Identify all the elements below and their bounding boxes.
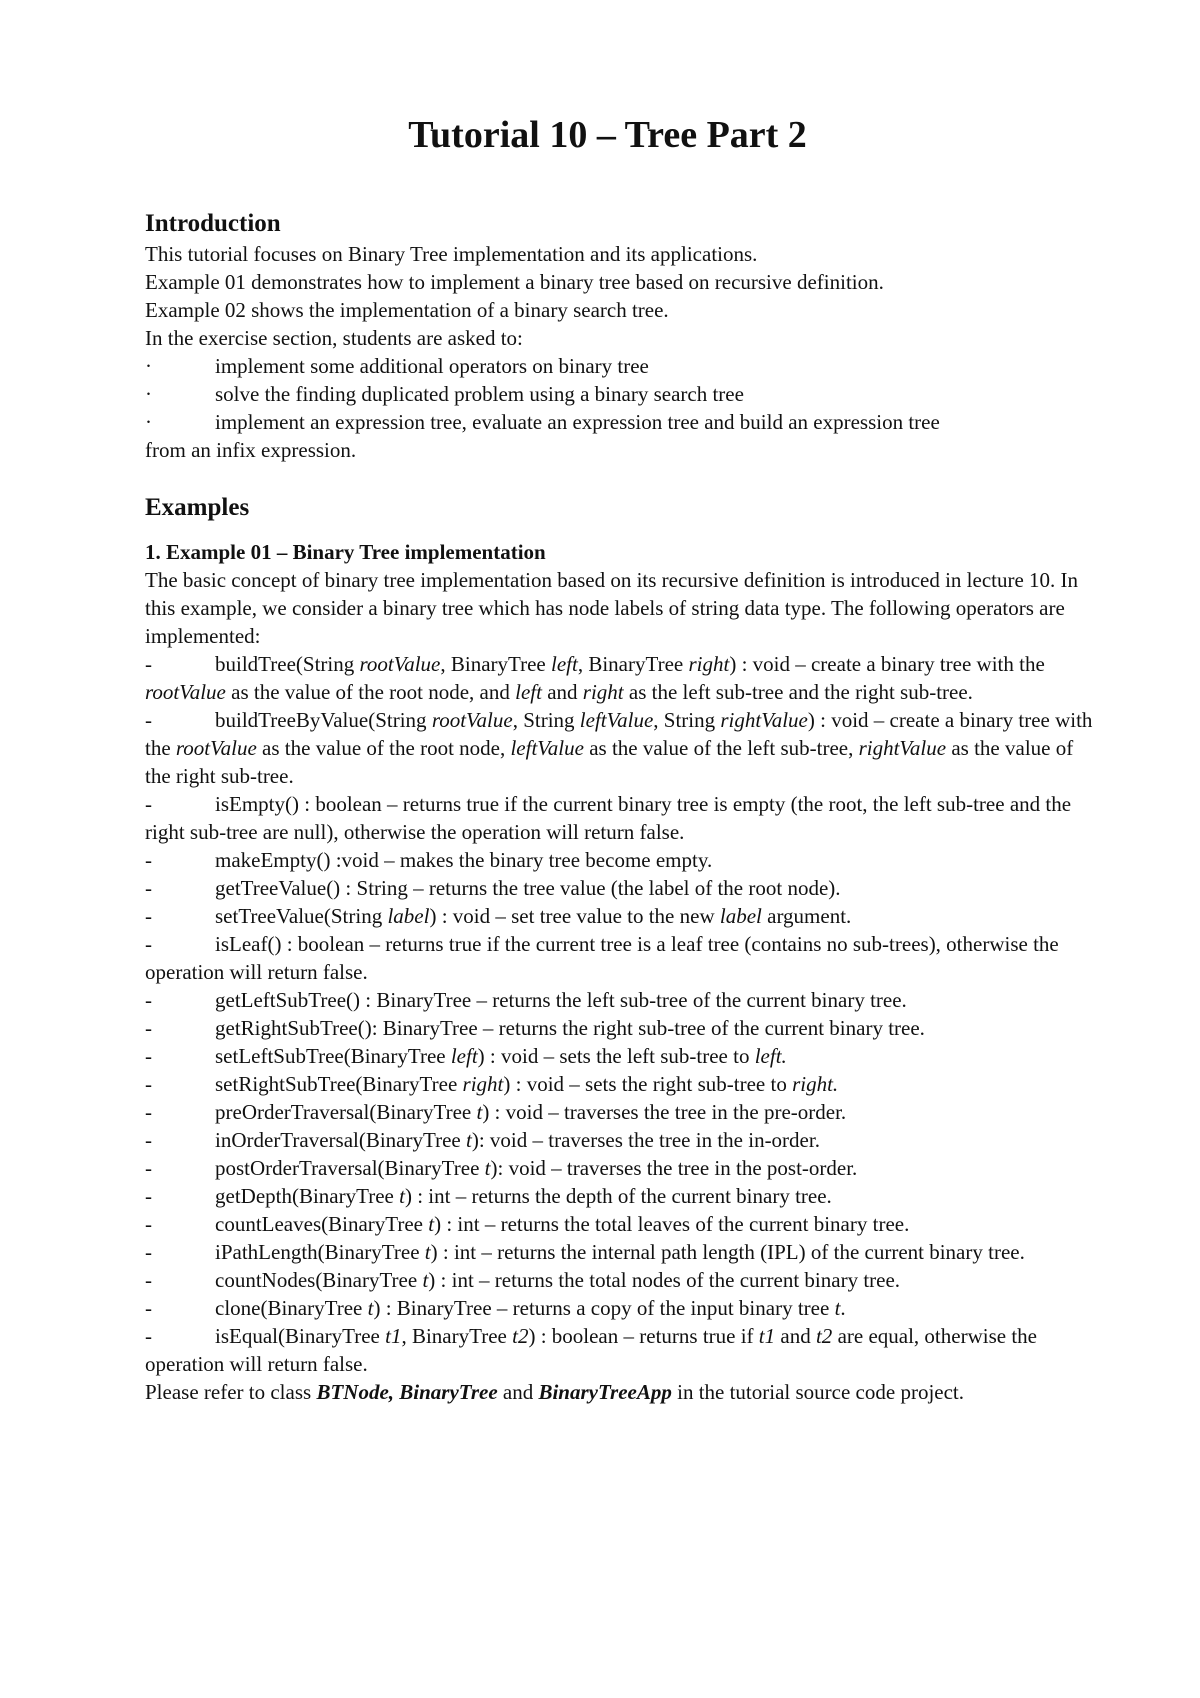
dash-marker: -	[145, 708, 152, 732]
operator-item: - buildTreeByValue(String rootValue, String leftValue, String rightValue) : void – create a binary tree with the rootValue as the value of the root node, leftValue as the value of the left sub-tree, rightValue as the value of the right sub-tree.	[145, 708, 1093, 788]
dash-marker: -	[145, 848, 152, 872]
operator-item: - isEqual(BinaryTree t1, BinaryTree t2) : boolean – returns true if t1 and t2 are equal, otherwise the operation will return false.	[145, 1324, 1037, 1376]
dash-marker: -	[145, 932, 152, 956]
intro-line: This tutorial focuses on Binary Tree implementation and its applications.	[145, 242, 758, 266]
operator-item: - getLeftSubTree() : BinaryTree – returns the left sub-tree of the current binary tree.	[145, 988, 907, 1012]
dash-marker: -	[145, 1268, 152, 1292]
example-01-title: 1. Example 01 – Binary Tree implementation	[145, 540, 546, 564]
class-name-app: BinaryTreeApp	[538, 1380, 672, 1404]
example-01-paragraph: The basic concept of binary tree implementation based on its recursive definition is introduced in lecture 10. In this example, we consider a binary tree which has node labels of string data type. The following operators are implemented:	[145, 568, 1079, 648]
dash-marker: -	[145, 652, 152, 676]
bullet-marker: ·	[145, 410, 152, 434]
bullet-item: · solve the finding duplicated problem using a binary search tree	[145, 382, 744, 406]
dash-marker: -	[145, 1100, 152, 1124]
introduction-heading: Introduction	[145, 210, 281, 237]
dash-marker: -	[145, 904, 152, 928]
operator-item: - inOrderTraversal(BinaryTree t): void – traverses the tree in the in-order.	[145, 1128, 820, 1152]
operator-item: - getRightSubTree(): BinaryTree – returns the right sub-tree of the current binary tree.	[145, 1016, 925, 1040]
operator-item: - preOrderTraversal(BinaryTree t) : void – traverses the tree in the pre-order.	[145, 1100, 847, 1124]
operator-item: - getDepth(BinaryTree t) : int – returns the depth of the current binary tree.	[145, 1184, 832, 1208]
operator-item: - countNodes(BinaryTree t) : int – returns the total nodes of the current binary tree.	[145, 1268, 901, 1292]
operator-item: - setRightSubTree(BinaryTree right) : void – sets the right sub-tree to right.	[145, 1072, 839, 1096]
operator-item: - iPathLength(BinaryTree t) : int – returns the internal path length (IPL) of the current binary tree.	[145, 1240, 1025, 1264]
dash-marker: -	[145, 1212, 152, 1236]
intro-line: In the exercise section, students are asked to:	[145, 326, 523, 350]
operator-list	[145, 650, 1100, 1378]
operator-item: - getTreeValue() : String – returns the tree value (the label of the root node).	[145, 876, 841, 900]
bullet-continuation: from an infix expression.	[145, 438, 357, 462]
intro-line: Example 01 demonstrates how to implement a binary tree based on recursive definition.	[145, 270, 884, 294]
dash-marker: -	[145, 1240, 152, 1264]
bullet-marker: ·	[145, 382, 152, 406]
page-title: Tutorial 10 – Tree Part 2	[408, 114, 807, 156]
dash-marker: -	[145, 988, 152, 1012]
operator-item: - setTreeValue(String label) : void – set tree value to the new label argument.	[145, 904, 852, 928]
dash-marker: -	[145, 1128, 152, 1152]
operator-item: - isEmpty() : boolean – returns true if the current binary tree is empty (the root, the left sub-tree and the right sub-tree are null), otherwise the operation will return false.	[145, 792, 1072, 844]
dash-marker: -	[145, 1044, 152, 1068]
dash-marker: -	[145, 792, 152, 816]
dash-marker: -	[145, 1072, 152, 1096]
operator-item: - makeEmpty() :void – makes the binary tree become empty.	[145, 848, 713, 872]
dash-marker: -	[145, 1296, 152, 1320]
examples-heading: Examples	[145, 494, 250, 521]
operator-item: - postOrderTraversal(BinaryTree t): void – traverses the tree in the post-order.	[145, 1156, 858, 1180]
class-names: BTNode, BinaryTree	[316, 1380, 498, 1404]
refer-paragraph: Please refer to class BTNode, BinaryTree and BinaryTreeApp in the tutorial source code project.	[145, 1380, 965, 1404]
operator-item: - clone(BinaryTree t) : BinaryTree – returns a copy of the input binary tree t.	[145, 1296, 846, 1320]
intro-line: Example 02 shows the implementation of a binary search tree.	[145, 298, 669, 322]
operator-item: - countLeaves(BinaryTree t) : int – returns the total leaves of the current binary tree.	[145, 1212, 910, 1236]
operator-item: - isLeaf() : boolean – returns true if the current tree is a leaf tree (contains no sub-trees), otherwise the operation will return false.	[145, 932, 1059, 984]
dash-marker: -	[145, 1184, 152, 1208]
dash-marker: -	[145, 1016, 152, 1040]
dash-marker: -	[145, 876, 152, 900]
dash-marker: -	[145, 1324, 152, 1348]
operator-item: - setLeftSubTree(BinaryTree left) : void – sets the left sub-tree to left.	[145, 1044, 787, 1068]
bullet-marker: ·	[145, 354, 152, 378]
bullet-item: · implement an expression tree, evaluate an expression tree and build an expression tree	[145, 410, 940, 434]
operator-item: - buildTree(String rootValue, BinaryTree left, BinaryTree right) : void – create a binary tree with the rootValue as the value of the root node, and left and right as the left sub-tree and the right sub-tree.	[145, 652, 1045, 704]
dash-marker: -	[145, 1156, 152, 1180]
bullet-item: · implement some additional operators on binary tree	[145, 354, 649, 378]
